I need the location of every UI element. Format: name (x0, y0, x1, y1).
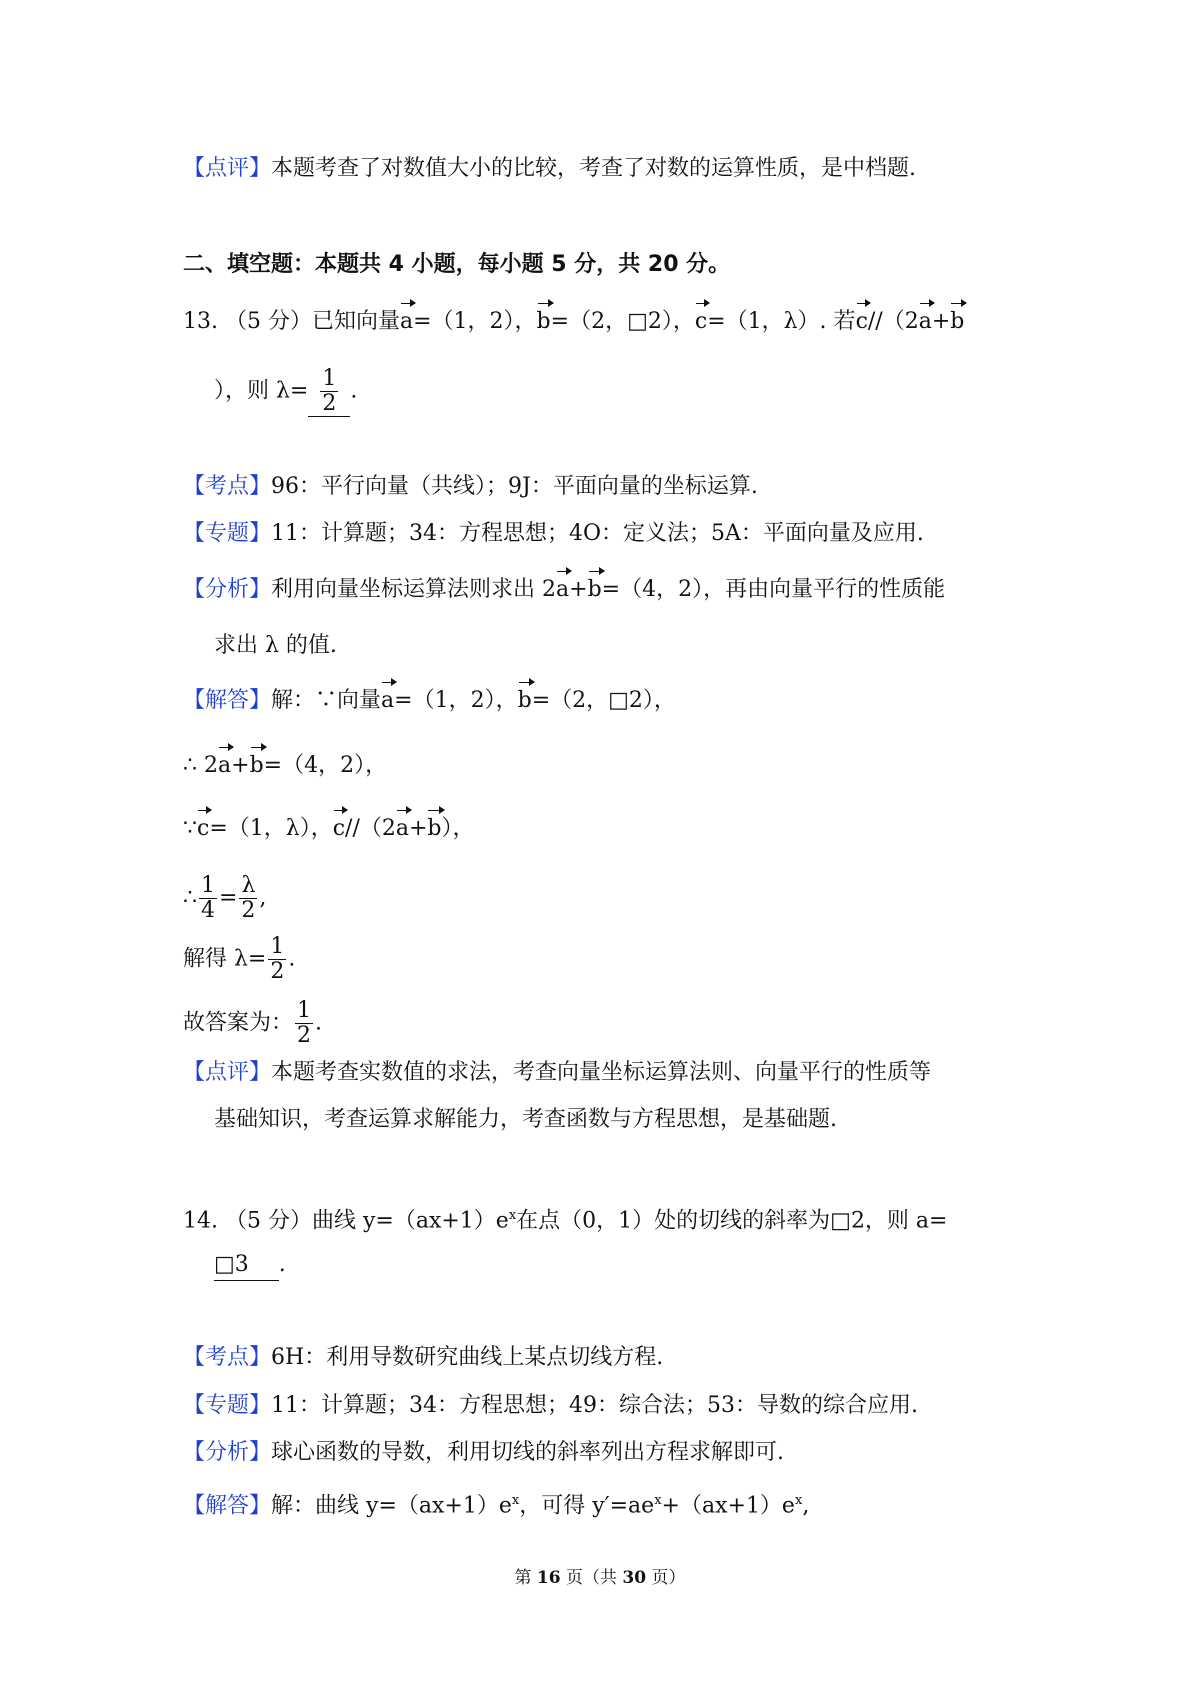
n: 1 (201, 873, 215, 898)
vector-a: a (396, 814, 409, 844)
vector-a: a (218, 751, 231, 781)
vector-c: c (695, 307, 707, 337)
previous-review (183, 154, 916, 184)
vector-a: a (919, 307, 932, 337)
t: =（1，λ）， (209, 816, 333, 841)
tag: 【分析】 (183, 577, 272, 602)
q13-dianping (183, 1058, 931, 1088)
q13-step4 (183, 874, 266, 923)
page-total: 30 (622, 1568, 647, 1588)
t: =（1，2）， (394, 688, 518, 713)
t: + (408, 816, 428, 841)
q13-zhuanti (183, 519, 924, 549)
t: 页） (646, 1568, 686, 1588)
vector-b: b (427, 814, 441, 844)
t: ∴ (183, 885, 197, 911)
t: 球心函数的导数，利用切线的斜率列出方程求解即可. (271, 1440, 785, 1465)
sup: x (511, 1493, 520, 1508)
sup: x (508, 1208, 517, 1223)
fraction (268, 935, 286, 984)
vector-c: c (856, 307, 868, 337)
n: λ (241, 873, 256, 898)
t: ∴ 2 (183, 753, 218, 778)
tag: 【分析】 (183, 1440, 272, 1465)
vector-c: c (333, 814, 345, 844)
t: 利用向量坐标运算法则求出 2 (271, 577, 557, 602)
t: =（4，2），再由向量平行的性质能 (601, 577, 946, 602)
t: =（4，2）， (263, 753, 388, 778)
t: 6H：利用导数研究曲线上某点切线方程. (271, 1345, 664, 1370)
t: . (288, 946, 296, 972)
t: 11：计算题；34：方程思想；49：综合法；53：导数的综合应用. (271, 1393, 918, 1418)
page-footer (0, 1563, 1200, 1588)
d: 2 (270, 959, 285, 984)
q14-stem-line1 (183, 1201, 947, 1236)
sup: x (654, 1493, 662, 1508)
tag: 【专题】 (183, 1393, 272, 1418)
text: 本题考查了对数值大小的比较，考查了对数的运算性质，是中档题. (271, 156, 917, 181)
vector-b: b (537, 307, 551, 337)
t: 第 (514, 1568, 537, 1588)
q13-step6 (183, 999, 322, 1048)
tag: 【解答】 (183, 1493, 272, 1519)
t: 解：曲线 y=（ax+1）e (271, 1493, 512, 1519)
q14-fenxi (183, 1438, 784, 1468)
t: 页（共 (560, 1568, 623, 1588)
t: . (278, 1252, 286, 1277)
t: 解：∵向量 (271, 688, 382, 713)
t: . (350, 378, 358, 404)
answer-blank: □3 (214, 1250, 279, 1281)
t: 13. （5 分）已知向量 (183, 309, 400, 334)
vector-b: b (950, 307, 964, 337)
answer-blank (308, 367, 350, 417)
t: , (802, 1493, 810, 1519)
fraction (320, 367, 338, 416)
t: 14. （5 分）曲线 y=（ax+1）e (183, 1208, 509, 1234)
tag: 【解答】 (183, 688, 272, 713)
d: 2 (322, 391, 337, 416)
t: 本题考查实数值的求法，考查向量坐标运算法则、向量平行的性质等 (271, 1060, 932, 1085)
q13-step2 (183, 751, 387, 781)
t: =（1，λ）. 若 (707, 309, 856, 334)
section-title: 二、填空题：本题共 4 小题，每小题 5 分，共 20 分。 (183, 252, 731, 277)
t: ∵ (183, 816, 197, 841)
t: + (569, 577, 588, 602)
vector-c: c (197, 814, 209, 844)
n: 1 (297, 998, 312, 1023)
t: ，可得 y′=ae (519, 1493, 655, 1519)
q13-dianping-line2: 基础知识，考查运算求解能力，考查函数与方程思想，是基础题. (214, 1107, 837, 1132)
d: 4 (201, 898, 215, 923)
t: 解得 λ= (183, 946, 267, 972)
n: 1 (322, 366, 337, 391)
t: 11：计算题；34：方程思想；4O：定义法；5A：平面向量及应用. (271, 521, 924, 546)
t: + (231, 753, 250, 778)
t: =（1，2）， (413, 309, 537, 334)
q13-step5 (183, 935, 295, 984)
d: 2 (297, 1023, 312, 1048)
q13-step3 (183, 814, 475, 844)
q13-kaodian (183, 472, 758, 502)
q13-jieda (183, 686, 676, 716)
t: //（2 (867, 309, 919, 334)
tag: 【考点】 (183, 1345, 272, 1370)
t: , (259, 885, 267, 911)
d: 2 (241, 898, 256, 923)
q13-stem-line2 (214, 367, 357, 417)
t: 96：平行向量（共线）；9J：平面向量的坐标运算. (271, 474, 758, 499)
q13-stem-line1 (183, 307, 964, 337)
tag: 【点评】 (183, 156, 272, 181)
t: + (931, 309, 951, 334)
sup: x (794, 1493, 803, 1508)
t: 在点（0，1）处的切线的斜率为□2，则 a= (516, 1208, 948, 1234)
t: . (315, 1010, 323, 1036)
t: ）， (441, 816, 475, 841)
q14-zhuanti (183, 1391, 918, 1421)
vector-a: a (381, 686, 394, 716)
vector-a: a (400, 307, 413, 337)
q14-jieda (183, 1486, 809, 1521)
tag: 【点评】 (183, 1060, 272, 1085)
t: =（2，□2）， (550, 309, 695, 334)
t: 故答案为： (183, 1010, 294, 1036)
fraction (199, 874, 217, 923)
fraction (295, 999, 313, 1048)
vector-b: b (518, 686, 532, 716)
vector-b: b (588, 575, 602, 605)
t: ），则 λ= (214, 378, 309, 404)
page-number: 16 (536, 1568, 561, 1588)
n: 1 (270, 934, 285, 959)
t: =（2，□2）， (531, 688, 676, 713)
fraction (239, 874, 257, 923)
vector-a: a (556, 575, 569, 605)
tag: 【专题】 (183, 521, 272, 546)
t: +（ax+1）e (661, 1493, 795, 1519)
q13-fenxi (183, 575, 945, 605)
tag: 【考点】 (183, 474, 272, 499)
vector-b: b (250, 751, 264, 781)
t: = (219, 885, 238, 911)
q14-kaodian (183, 1343, 663, 1373)
q14-stem-line2 (214, 1250, 286, 1281)
q13-fenxi-line2: 求出 λ 的值. (214, 633, 337, 658)
t: //（2 (345, 816, 396, 841)
